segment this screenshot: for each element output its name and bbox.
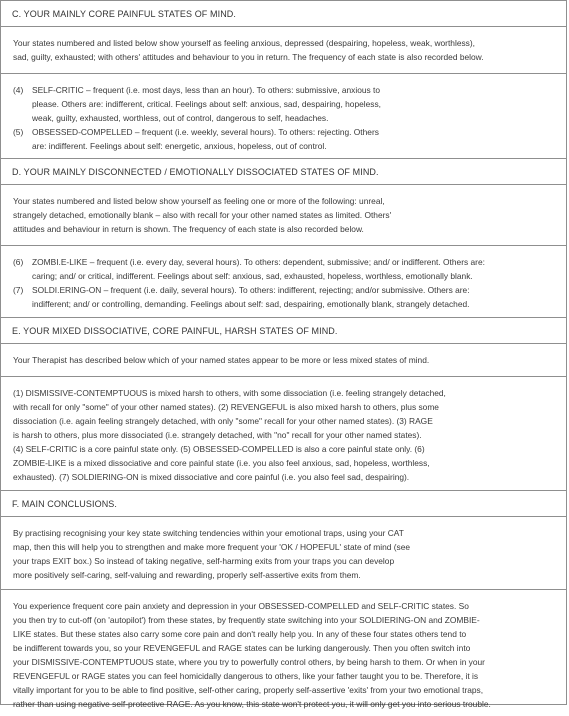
body-line: You experience frequent core pain anxiety and depression in your OBSESSED-COMPELLED and SELF-CRITIC states. So [13,601,469,611]
state-number: (4) [13,85,24,95]
state-number: (7) [13,285,24,295]
body-line: be indifferent towards you, so your REVENGEFUL and RAGE states can be lurking dangerously. Then you often switch into [13,643,471,653]
section-c-intro [1,27,566,74]
section-d-states [1,246,566,318]
section-e-body [1,377,566,491]
body-line: is harsh to others, plus more dissociated (i.e. strangely detached, with "no" recall for your other named states). [13,430,422,440]
body-line: (4) SELF-CRITIC is a core painful state only. (5) OBSESSED-COMPELLED is also a core painful state only. (6) [13,444,425,454]
state-text: ZOMBI.E-LIKE – frequent (i.e. every day, several hours). To others: dependent, submissive; and/ or indifferent. Others are: [32,257,485,267]
section-f-paragraph-1 [1,517,566,590]
state-item-7 [13,283,556,311]
section-f-paragraph-2 [1,590,566,716]
body-line: By practising recognising your key state switching tendencies within your emotional traps, using your CAT [13,528,404,538]
body-line: map, then this will help you to strengthen and make more frequent your 'OK / HOPEFUL' state of mind (see [13,542,411,552]
body-line: you then try to cut-off (on 'autopilot') from these states, by frequently state switching into your SOLDIERING-ON and ZOMBIE- [13,615,480,625]
body-line: LIKE states. But these states also carry some core pain and don't really help you. In any of these four states others tend to [13,629,467,639]
body-line: with recall for only "some" of your other named states). (2) REVENGEFUL is also mixed harsh to others, plus some [13,402,439,412]
intro-line: Your Therapist has described below which of your named states appear to be more or less mixed states of mind. [13,355,430,365]
state-item-6 [13,255,556,283]
body-line: ZOMBIE-LIKE is a mixed dissociative and core painful state (i.e. you also feel anxious, sad, hopeless, worthless, [13,458,430,468]
body-line: vitally important for you to be able to find positive, self-other caring, properly self-assertive 'exits' from your two emotional traps, [13,685,484,695]
section-d-intro [1,185,566,246]
intro-line: attitudes and behaviour in return is shown. The frequency of each state is also recorded below. [13,224,364,234]
state-number: (5) [13,127,24,137]
section-e-heading: E. YOUR MIXED DISSOCIATIVE, CORE PAINFUL, HARSH STATES OF MIND. [1,318,566,344]
intro-line: Your states numbered and listed below show yourself as feeling anxious, depressed (despairing, hopeless, weak, worthless), [13,38,475,48]
body-line: more positively self-caring, self-valuing and rewarding, properly self-assertive exits from them. [13,570,361,580]
body-line: REVENGEFUL or RAGE states you can feel homicidally dangerous to others, like your father taught you to be. Therefore, it is [13,671,479,681]
intro-line: sad, guilty, exhausted; with others' attitudes and behaviour to you in return. The frequency of each state is also recorded below. [13,52,484,62]
state-text: caring; and/ or critical, indifferent. Feelings about self: anxious, sad, exhausted, hopeless, worthless, emotionally blank. [32,271,473,281]
state-text: SELF-CRITIC – frequent (i.e. most days, less than an hour). To others: submissive, anxious to [32,85,381,95]
intro-line: strangely detached, emotionally blank – also with recall for your other named states as limited. Others' [13,210,392,220]
body-line: dissociation (i.e. again feeling strangely detached, with only "some" recall for your other named states). (3) RAGE [13,416,433,426]
state-text: SOLDI.ERING-ON – frequent (i.e. daily, several hours). To others: indifferent, rejecting; and/or submissive. Others are: [32,285,470,295]
body-line: your traps EXIT box.) So instead of taking negative, self-harming exits from your traps you can develop [13,556,395,566]
state-text: please. Others are: indifferent, critical. Feelings about self: anxious, sad, despairing, hopeless, [32,99,381,109]
section-e-intro [1,344,566,377]
section-c-states [1,74,566,159]
section-f-heading: F. MAIN CONCLUSIONS. [1,491,566,517]
intro-line: Your states numbered and listed below show yourself as feeling one or more of the following: unreal, [13,196,385,206]
state-item-4 [13,83,556,125]
state-text: indifferent; and/ or controlling, demanding. Feelings about self: sad, despairing, emotionally blank, strangely detached. [32,299,470,309]
state-text: are: indifferent. Feelings about self: energetic, anxious, hopeless, out of control. [32,141,327,151]
body-line: exhausted). (7) SOLDIERING-ON is mixed dissociative and core painful (i.e. you also feel sad, despairing). [13,472,410,482]
state-text: weak, guilty, exhausted, worthless, out of control, dangerous to self, headaches. [32,113,329,123]
body-line: rather than using negative self-protective RAGE. As you know, this state won't protect you, it will only get you into serious trouble. [13,699,491,709]
body-line: your DISMISSIVE-CONTEMPTUOUS state, where you try to powerfully control others, by being harsh to them. Or when in your [13,657,485,667]
section-c-heading: C. YOUR MAINLY CORE PAINFUL STATES OF MIND. [1,1,566,27]
state-number: (6) [13,257,24,267]
body-line: (1) DISMISSIVE-CONTEMPTUOUS is mixed harsh to others, with some dissociation (i.e. feeling strangely detached, [13,388,446,398]
state-text: OBSESSED-COMPELLED – frequent (i.e. weekly, several hours). To others: rejecting. Others [32,127,379,137]
state-item-5 [13,125,556,153]
section-d-heading: D. YOUR MAINLY DISCONNECTED / EMOTIONALLY DISSOCIATED STATES OF MIND. [1,159,566,185]
